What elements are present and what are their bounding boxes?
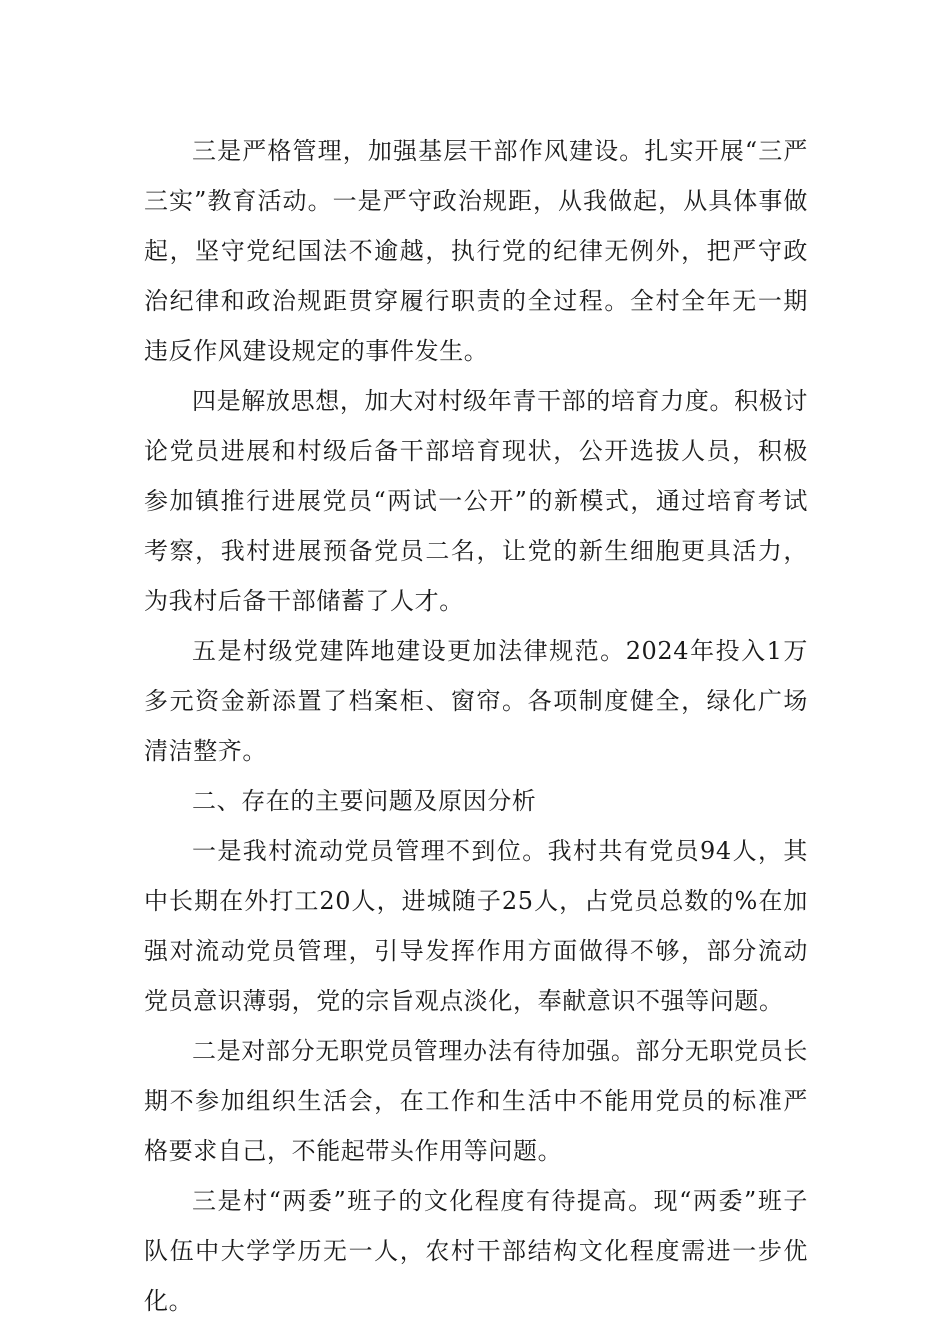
section-heading-problems: 二、存在的主要问题及原因分析 bbox=[192, 787, 537, 815]
paragraph-party-building-position: 五是村级党建阵地建设更加法律规范。2024年投入1万多元资金新添置了档案柜、窗帘。各项制度健全，绿化广场清洁整齐。 bbox=[144, 637, 808, 765]
paragraph-non-post-members: 二是对部分无职党员管理办法有待加强。部分无职党员长期不参加组织生活会，在工作和生活中不能用党员的标准严格要求自己，不能起带头作用等问题。 bbox=[144, 1037, 808, 1165]
paragraph-strict-management: 三是严格管理，加强基层干部作风建设。扎实开展“三严三实”教育活动。一是严守政治规距，从我做起，从具体事做起，坚守党纪国法不逾越，执行党的纪律无例外，把严守政治纪律和政治规距贯穿履行职责的全过程。全村全年无一期违反作风建设规定的事件发生。 bbox=[144, 137, 808, 365]
paragraph-education-level: 三是村“两委”班子的文化程度有待提高。现“两委”班子队伍中大学学历无一人，农村干部结构文化程度需进一步优化。 bbox=[144, 1187, 808, 1315]
document-body bbox=[144, 126, 808, 1326]
paragraph-floating-members: 一是我村流动党员管理不到位。我村共有党员94人，其中长期在外打工20人，进城随子25人，占党员总数的%在加强对流动党员管理，引导发挥作用方面做得不够，部分流动党员意识薄弱，党的宗旨观点淡化，奉献意识不强等问题。 bbox=[144, 837, 808, 1015]
paragraph-young-cadres: 四是解放思想，加大对村级年青干部的培育力度。积极讨论党员进展和村级后备干部培育现状，公开选拔人员，积极参加镇推行进展党员“两试一公开”的新模式，通过培育考试考察，我村进展预备党员二名，让党的新生细胞更具活力，为我村后备干部储蓄了人才。 bbox=[144, 387, 808, 615]
